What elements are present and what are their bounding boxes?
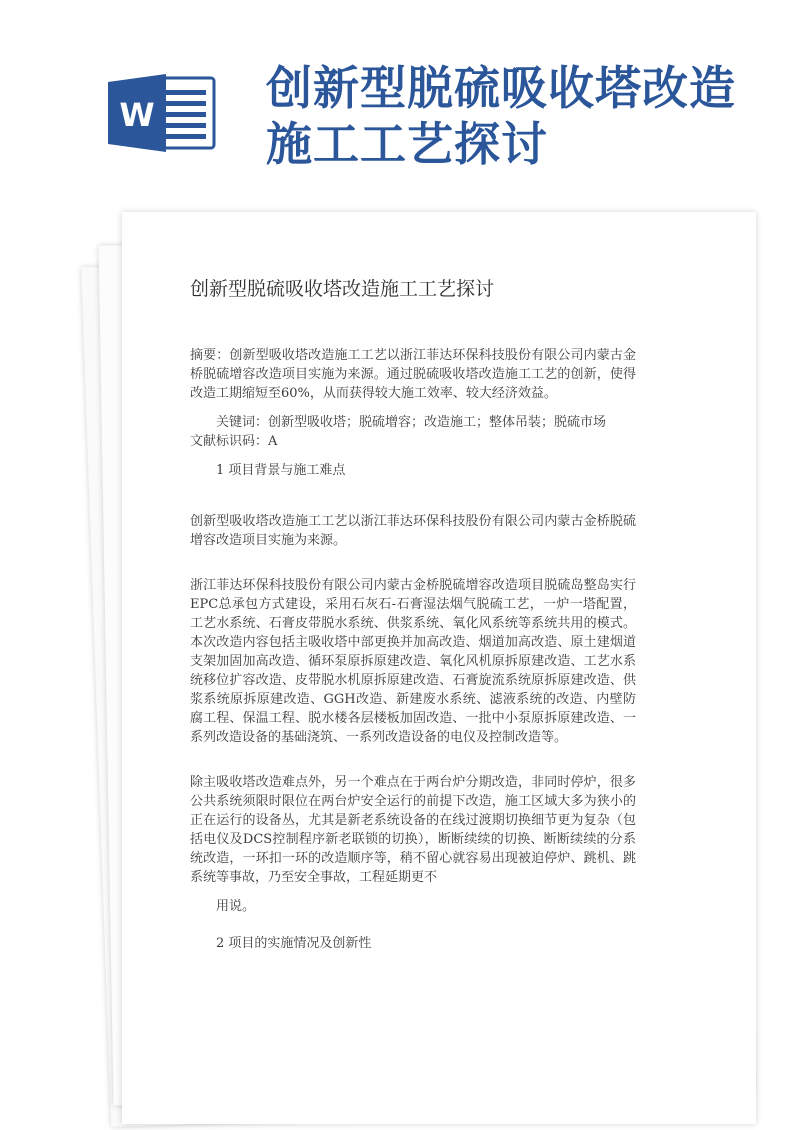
- body-paragraph-2: 浙江菲达环保科技股份有限公司内蒙古金桥脱硫增容改造项目脱硫岛整岛实行EPC总承包方式建设，采用石灰石-石膏湿法烟气脱硫工艺，一炉一塔配置，工艺水系统、石膏皮带脱水系统、供浆系统、氧化风系统等系统共用的模式。本次改造内容包括主吸收塔中部更换并加高改造、烟道加高改造、原土建烟道支架加固加高改造、循环泵原拆原建改造、氧化风机原拆原建改造、工艺水系统移位扩容改造、皮带脱水机原拆原建改造、石膏旋流系统原拆原建改造、供浆系统原拆原建改造、GGH改造、新建废水系统、滤液系统的改造、内壁防腐工程、保温工程、脱水楼各层楼板加固改造、一批中小泵原拆原建改造、一系列改造设备的基础浇筑、一系列改造设备的电仪及控制改造等。: [190, 578, 636, 745]
- banner-title-line2: 施工工艺探讨: [266, 117, 548, 171]
- section-2-heading: 2 项目的实施情况及创新性: [216, 936, 372, 951]
- body-paragraph-3: 除主吸收塔改造难点外，另一个难点在于两台炉分期改造，非同时停炉，很多公共系统须限时限位在两台炉安全运行的前提下改造，施工区域大多为狭小的正在运行的设备丛，尤其是新老系统设备的在线过渡期切换细节更为复杂（包括电仪及DCS控制程序新老联锁的切换），断断续续的切换、断断续续的分系统改造，一环扣一环的改造顺序等，稍不留心就容易出现被迫停炉、跳机、跳系统等事故，乃至安全事故，工程延期更不: [190, 775, 636, 885]
- word-document-icon: [108, 74, 216, 152]
- banner: [0, 0, 800, 200]
- body-paragraph-1: 创新型吸收塔改造施工工艺以浙江菲达环保科技股份有限公司内蒙古金桥脱硫增容改造项目实施为来源。: [190, 514, 636, 548]
- document-code-line: 文献标识码：A: [190, 434, 278, 449]
- document-title: 创新型脱硫吸收塔改造施工工艺探讨: [190, 278, 495, 300]
- word-logo-letter: W: [119, 96, 155, 134]
- banner-title-line1: 创新型脱硫吸收塔改造: [266, 61, 736, 115]
- banner-title: [266, 60, 786, 172]
- abstract-paragraph: 摘要：创新型吸收塔改造施工工艺以浙江菲达环保科技股份有限公司内蒙古金桥脱硫增容改造项目实施为来源。通过脱硫吸收塔改造施工工艺的创新，使得改造工期缩短至60%，从而获得较大施工效率、较大经济效益。: [190, 348, 636, 401]
- keywords-line: 关键词：创新型吸收塔；脱硫增容；改造施工；整体吊装；脱硫市场: [216, 415, 607, 430]
- body-paragraph-3-tail: 用说。: [216, 899, 256, 914]
- section-1-heading: 1 项目背景与施工难点: [216, 463, 346, 478]
- document-body: [190, 276, 636, 985]
